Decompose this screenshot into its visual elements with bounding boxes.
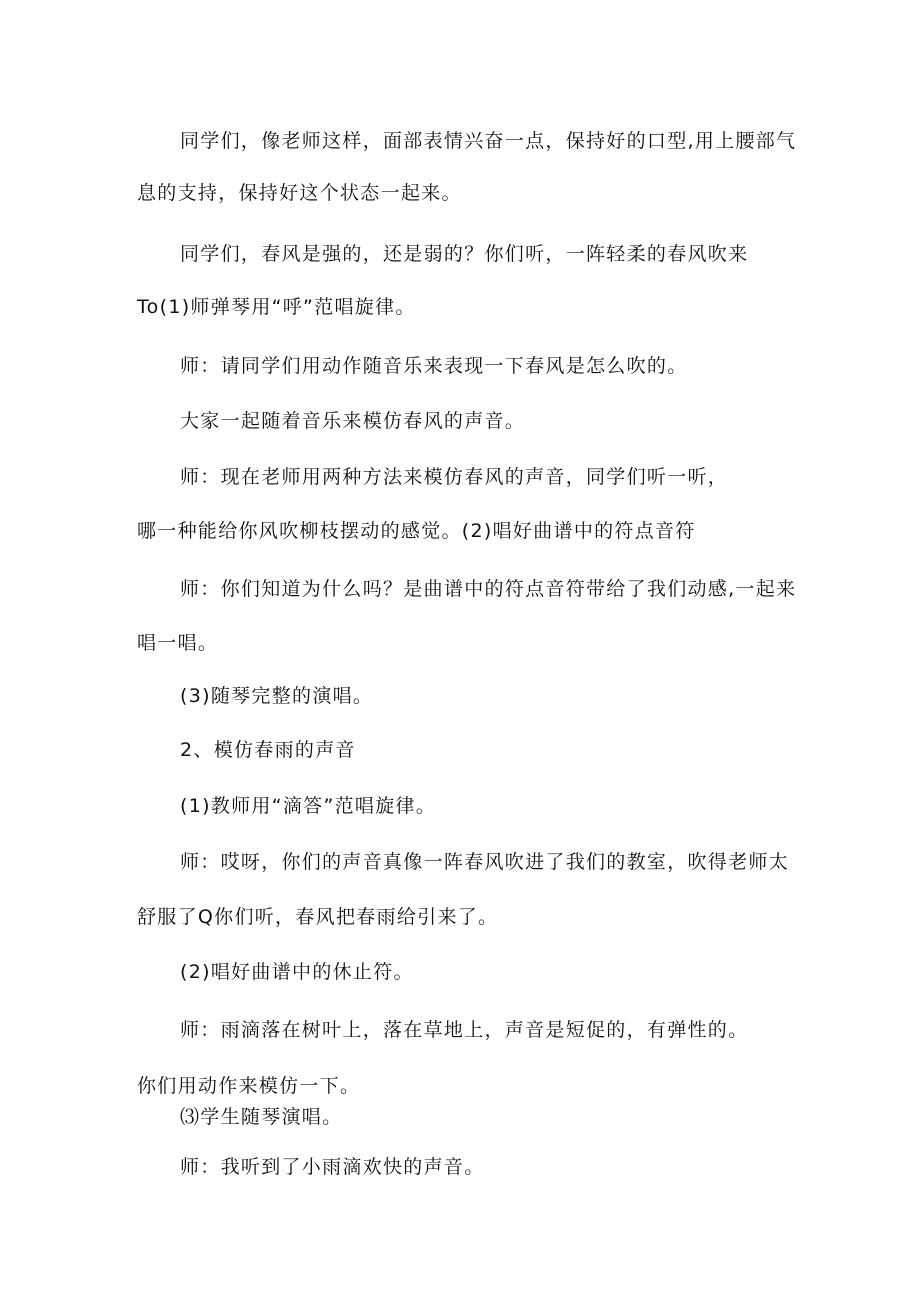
- paragraph-7-line-1: (3)随琴完整的演唱。: [180, 685, 374, 707]
- paragraph-12-line-2: 你们用动作来模仿一下。: [137, 1075, 361, 1097]
- paragraph-10-line-1: 师：哎呀，你们的声音真像一阵春风吹进了我们的教室，吹得老师太: [180, 851, 790, 873]
- paragraph-9-line-1: (1)教师用“滴答”范唱旋律。: [180, 795, 437, 817]
- paragraph-3-line-1: 师：请同学们用动作随音乐来表现一下春风是怎么吹的。: [180, 355, 688, 377]
- paragraph-1-line-1: 同学们，像老师这样，面部表情兴奋一点，保持好的口型,用上腰部气: [180, 130, 797, 152]
- paragraph-6-line-2: 唱一唱。: [137, 632, 219, 654]
- paragraph-13-line-1: ⑶学生随琴演唱。: [180, 1106, 343, 1128]
- paragraph-5-line-1: 师：现在老师用两种方法来模仿春风的声音，同学们听一听，: [180, 466, 729, 488]
- paragraph-2-line-2: To(1)师弹琴用“呼”范唱旋律。: [137, 296, 416, 318]
- paragraph-6-line-1: 师：你们知道为什么吗？是曲谱中的符点音符带给了我们动感,一起来: [180, 578, 797, 600]
- paragraph-1-line-2: 息的支持，保持好这个状态一起来。: [137, 182, 462, 204]
- paragraph-8-line-1: 2、模仿春雨的声音: [180, 739, 356, 761]
- paragraph-14-line-1: 师：我听到了小雨滴欢快的声音。: [180, 1156, 485, 1178]
- paragraph-11-line-1: (2)唱好曲谱中的休止符。: [180, 961, 414, 983]
- paragraph-4-line-1: 大家一起随着音乐来模仿春风的声音。: [180, 410, 526, 432]
- paragraph-10-line-2: 舒服了Q你们听，春风把春雨给引来了。: [137, 906, 499, 928]
- paragraph-12-line-1: 师：雨滴落在树叶上，落在草地上，声音是短促的，有弹性的。: [180, 1019, 749, 1041]
- paragraph-2-line-1: 同学们，春风是强的，还是弱的？你们听，一阵轻柔的春风吹来: [180, 243, 749, 265]
- paragraph-5-line-2: 哪一种能给你风吹柳枝摆动的感觉。(2)唱好曲谱中的符点音符: [137, 520, 696, 542]
